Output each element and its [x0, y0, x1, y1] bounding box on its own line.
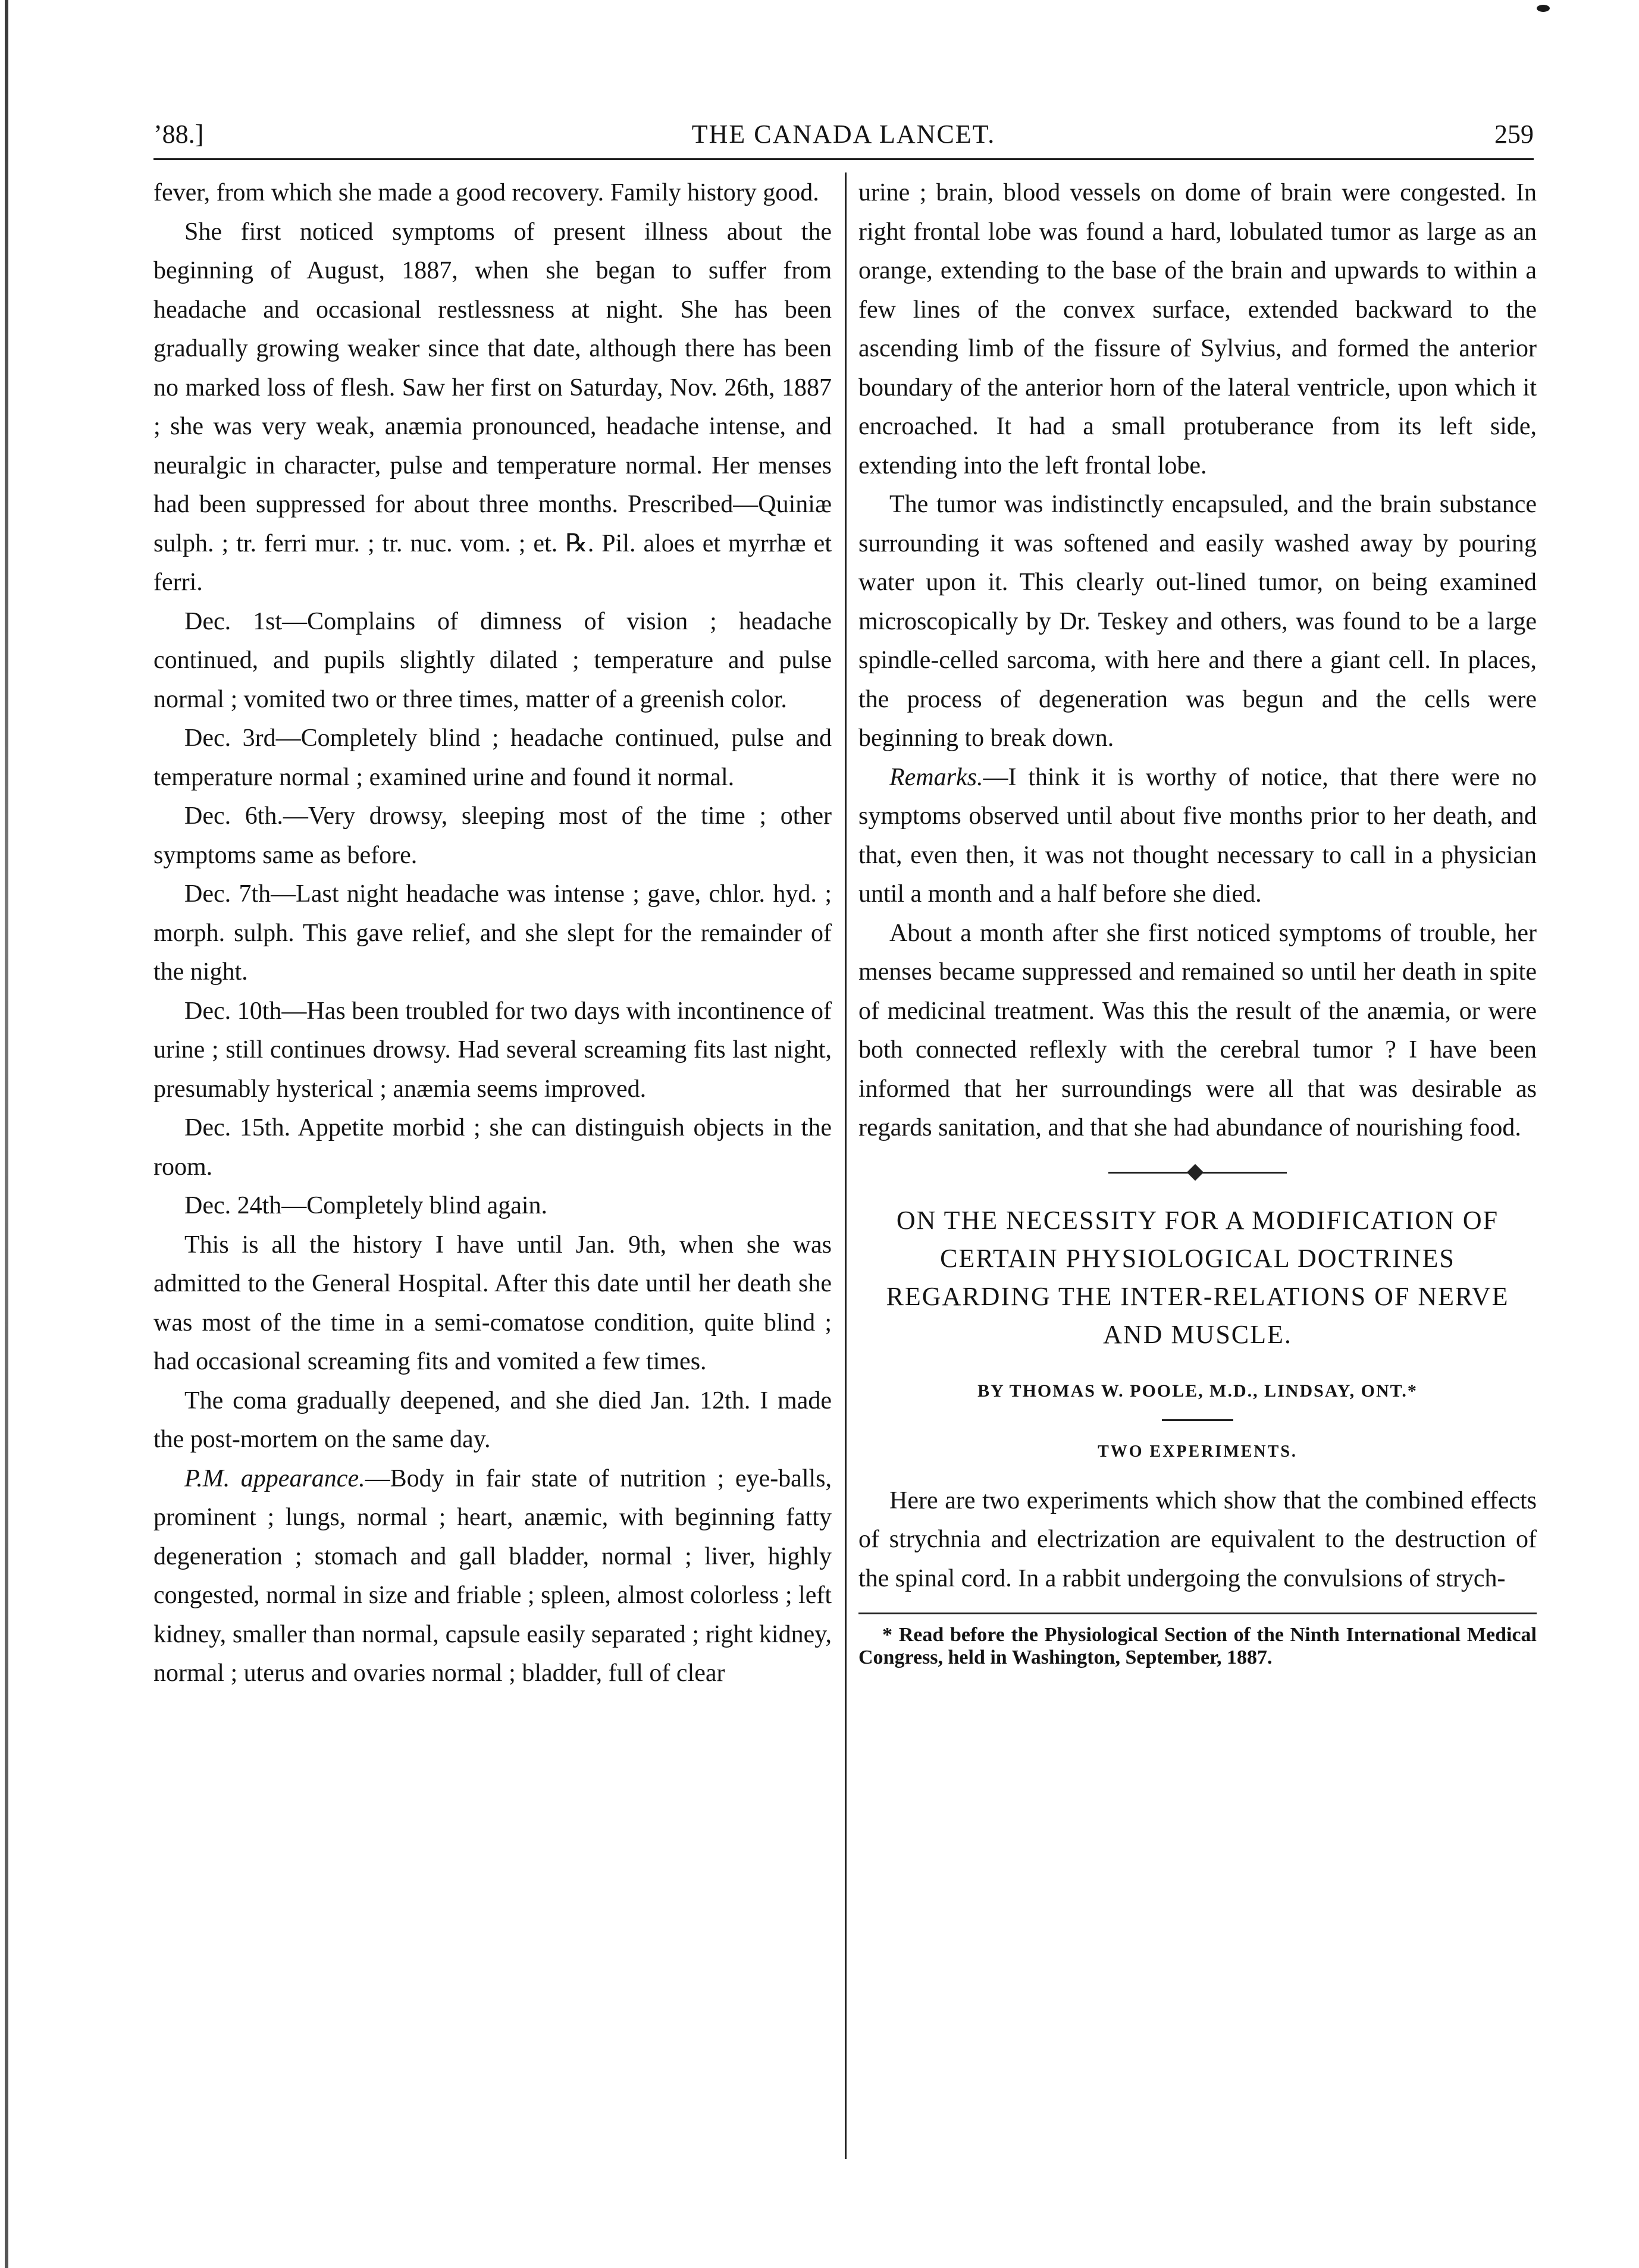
- right-column: [858, 174, 1537, 1669]
- footnote-rule: [858, 1613, 1537, 1614]
- remarks-label: Remarks.: [889, 763, 983, 791]
- header-rule: [153, 158, 1534, 160]
- byline: BY THOMAS W. POOLE, M.D., LINDSAY, ONT.*: [977, 1381, 1418, 1401]
- section-ornament: [858, 1148, 1537, 1196]
- column-divider: [845, 172, 847, 2159]
- paragraph: fever, from which she made a good recovery. Family history good.: [153, 179, 819, 206]
- pm-text: —Body in fair state of nutrition ; eye-balls, prominent ; lungs, normal ; heart, anæmic, with beginning fatty degeneration ; stomach and gall bladder, normal ; liver, highly congested, normal in size and friable ; spleen, almost colorless ; left kidney, smaller than normal, capsule easily separated ; right kidney, normal ; uterus and ovaries normal ; bladder, full of clear: [153, 1464, 832, 1687]
- paragraph: About a month after she first noticed symptoms of trouble, her menses became suppressed and remained so until her death in spite of medicinal treatment. Was this the result of the anæmia, or were both connected reflexly with the cerebral tumor ? I have been informed that her surroundings were all that was desirable as regards sanitation, and that she had abundance of nourishing food.: [858, 919, 1537, 1141]
- running-header: [153, 119, 1534, 156]
- paragraph: Dec. 10th—Has been troubled for two days with incontinence of urine ; still continues drowsy. Had several screaming fits last night, presumably hysterical ; anæmia seems improved.: [153, 997, 832, 1103]
- remarks-text: —I think it is worthy of notice, that there were no symptoms observed until about five months prior to her death, and that, even then, it was not thought necessary to call in a physician until a month and a half before she died.: [858, 763, 1537, 908]
- paragraph: Dec. 15th. Appetite morbid ; she can distinguish objects in the room.: [153, 1114, 832, 1181]
- paragraph: Dec. 7th—Last night headache was intense ; gave, chlor. hyd. ; morph. sulph. This gave relief, and she slept for the remainder of the night.: [153, 880, 832, 986]
- section-subhead: TWO EXPERIMENTS.: [1098, 1442, 1298, 1461]
- paragraph: Dec. 3rd—Completely blind ; headache continued, pulse and temperature normal ; examined urine and found it normal.: [153, 724, 832, 791]
- paragraph: This is all the history I have until Jan. 9th, when she was admitted to the General Hospital. After this date until her death she was most of the time in a semi-comatose condition, quite blind ; had occasional screaming fits and vomited a few times.: [153, 1231, 832, 1375]
- header-date: ’88.]: [153, 120, 204, 149]
- journal-title: THE CANADA LANCET.: [691, 120, 996, 149]
- ink-spot: [1537, 5, 1550, 12]
- paragraph: The tumor was indistinctly encapsuled, and the brain substance surrounding it was softened and easily washed away by pouring water upon it. This clearly out-lined tumor, on being examined microscopically by Dr. Teskey and others, was found to be a large spindle-celled sarcoma, with here and there a giant cell. In places, the process of degeneration was begun and the cells were beginning to break down.: [858, 491, 1537, 752]
- paragraph: Dec. 6th.—Very drowsy, sleeping most of the time ; other symptoms same as before.: [153, 802, 832, 869]
- footnote: * Read before the Physiological Section of the Ninth International Medical Congress, held in Washington, September, 1887.: [858, 1624, 1537, 1668]
- page-number: 259: [1494, 120, 1534, 149]
- paragraph: urine ; brain, blood vessels on dome of brain were congested. In right frontal lobe was found a hard, lobulated tumor as large as an orange, extending to the base of the brain and upwards to within a few lines of the convex surface, extended backward to the ascending limb of the fissure of Sylvius, and formed the anterior boundary of the anterior horn of the lateral ventricle, upon which it encroached. It had a small protuberance from its left side, extending into the left frontal lobe.: [858, 179, 1537, 479]
- paragraph: Here are two experiments which show that the combined effects of strychnia and electrization are equivalent to the destruction of the spinal cord. In a rabbit undergoing the convulsions of strych-: [858, 1486, 1537, 1592]
- ornament-diamond: [1187, 1163, 1204, 1180]
- remarks-paragraph: [858, 758, 1537, 914]
- paragraph: She first noticed symptoms of present illness about the beginning of August, 1887, when she began to suffer from headache and occasional restlessness at night. She has been gradually growing weaker since that date, although there has been no marked loss of flesh. Saw her first on Saturday, Nov. 26th, 1887 ; she was very weak, anæmia pronounced, headache intense, and neuralgic in character, pulse and temperature normal. Her menses had been suppressed for about three months. Prescribed—Quiniæ sulph. ; tr. ferri mur. ; tr. nuc. vom. ; et. ℞. Pil. aloes et myrrhæ et ferri.: [153, 218, 832, 596]
- paragraph: The coma gradually deepened, and she died Jan. 12th. I made the post-mortem on the same day.: [153, 1386, 832, 1453]
- page-binding-edge: [5, 0, 8, 2268]
- article-title: ON THE NECESSITY FOR A MODIFICATION OF CERTAIN PHYSIOLOGICAL DOCTRINES REGARDING THE INTER-RELATIONS OF NERVE AND MUSCLE.: [886, 1205, 1509, 1349]
- paragraph: Dec. 24th—Completely blind again.: [184, 1192, 548, 1219]
- left-column: [153, 174, 832, 1693]
- pm-label: P.M. appearance.: [184, 1464, 365, 1492]
- short-rule: [1162, 1419, 1233, 1421]
- paragraph: Dec. 1st—Complains of dimness of vision ; headache continued, and pupils slightly dilated ; temperature and pulse normal ; vomited two or three times, matter of a greenish color.: [153, 607, 832, 713]
- pm-paragraph: [153, 1460, 832, 1693]
